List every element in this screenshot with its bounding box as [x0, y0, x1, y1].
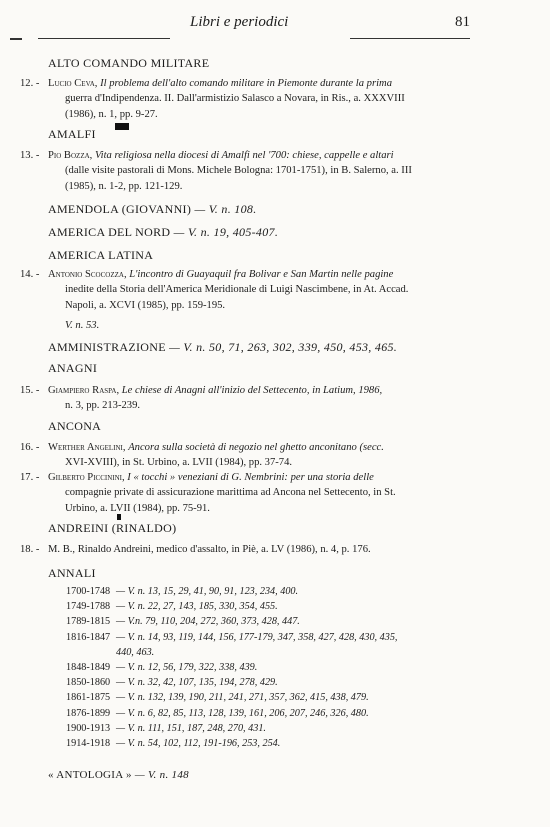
ink-blot	[117, 514, 121, 520]
entry-author: Giampiero Raspa,	[48, 385, 120, 396]
annali-years: 1861-1875	[66, 692, 111, 704]
entry-14	[20, 267, 480, 333]
annali-years: 1900-1913	[66, 722, 111, 734]
entry-line: Urbino, a. LVII (1984), pp. 75-91.	[65, 502, 210, 514]
cross-reference: — V. n. 108.	[194, 202, 257, 216]
heading-andreini: ANDREINI (RINALDO)	[48, 521, 177, 535]
annali-refs: — V. n. 111, 151, 187, 248, 270, 431.	[116, 722, 266, 734]
entry-line: (1986), n. 1, pp. 9-27.	[65, 108, 158, 120]
entry-line: I « tocchi » veneziani di G. Nembrini: per una storia delle	[127, 472, 374, 483]
entry-line: compagnie private di assicurazione marittima ad Ancona nel Settecento, in St.	[65, 487, 396, 499]
heading-ancona: ANCONA	[48, 419, 102, 433]
annali-refs: — V. n. 12, 56, 179, 322, 338, 439.	[116, 662, 258, 674]
annali-row	[66, 584, 397, 599]
entry-number: 13. -	[20, 150, 40, 161]
entry-number: 16. -	[20, 442, 40, 453]
entry-line: inedite della Storia dell'America Meridionale di Luigi Nascimbene, in At. Accad.	[65, 284, 409, 296]
annali-row	[66, 599, 397, 614]
entry-line: (dalle visite pastorali di Mons. Michele Bologna: 1701-1751), in B. Salerno, a. III	[65, 165, 412, 177]
annali-row	[66, 630, 397, 645]
annali-list	[66, 584, 397, 751]
header-rule-left-2	[38, 38, 170, 39]
entry-number: 12. -	[20, 78, 40, 89]
annali-years: 1850-1860	[66, 677, 111, 689]
entry-15	[20, 383, 480, 414]
annali-years: 1876-1899	[66, 707, 111, 719]
annali-years: 1816-1847	[66, 631, 111, 643]
entry-author: Werther Angelini,	[48, 442, 126, 453]
entry-line: Il problema dell'alto comando militare in Piemonte durante la prima	[100, 78, 392, 89]
annali-years: 1914-1918	[66, 738, 111, 750]
header-rule-left	[10, 38, 22, 40]
entry-author: Gilberto Piccinini,	[48, 472, 125, 483]
annali-row	[66, 614, 397, 629]
annali-years	[66, 645, 116, 660]
annali-refs: — V. n. 54, 102, 112, 191-196, 253, 254.	[116, 738, 281, 750]
annali-refs: — V.n. 79, 110, 204, 272, 360, 373, 428, 447.	[116, 616, 300, 628]
heading-anagni: ANAGNI	[48, 361, 98, 375]
entry-line: guerra d'Indipendenza. II. Dall'armistizio Salasco a Novara, in Ris., a. XXXVIII	[65, 93, 405, 105]
heading-label: AMMINISTRAZIONE	[48, 340, 166, 354]
entry-line: Ancora sulla società di negozio nel ghetto anconitano (secc.	[128, 442, 384, 453]
entry-line: XVI-XVIII), in St. Urbino, a. LVII (1984), pp. 37-74.	[65, 457, 293, 469]
entry-line: (1985), n. 1-2, pp. 121-129.	[65, 180, 183, 192]
entry-17	[20, 470, 480, 516]
heading-amendola	[48, 202, 257, 217]
annali-refs: — V. n. 132, 139, 190, 211, 241, 271, 357, 362, 415, 438, 479.	[116, 692, 369, 704]
heading-alto-comando: ALTO COMANDO MILITARE	[48, 56, 210, 70]
heading-america-nord	[48, 225, 278, 240]
entry-18	[20, 542, 480, 557]
page-number: 81	[455, 14, 470, 30]
cross-reference: V. n. 53.	[65, 319, 100, 331]
heading-annali: ANNALI	[48, 566, 96, 580]
annali-years: 1700-1748	[66, 586, 111, 597]
annali-row	[66, 736, 397, 751]
annali-row	[66, 690, 397, 705]
annali-row	[66, 660, 397, 675]
entry-line: L'incontro di Guayaquil fra Bolivar e San Martin nelle pagine	[129, 269, 394, 280]
cross-reference: — V. n. 50, 71, 263, 302, 339, 450, 453, 465.	[169, 340, 398, 354]
entry-line: Le chiese di Anagni all'inizio del Settecento, in Latium, 1986,	[121, 385, 383, 396]
entry-number: 18. -	[20, 544, 40, 555]
annali-row	[66, 721, 397, 736]
entry-number: 17. -	[20, 472, 40, 483]
heading-label: AMENDOLA (GIOVANNI)	[48, 202, 192, 216]
annali-refs: — V. n. 22, 27, 143, 185, 330, 354, 455.	[116, 601, 278, 613]
heading-label: « ANTOLOGIA »	[48, 769, 132, 781]
entry-line: Napoli, a. XCVI (1985), pp. 159-195.	[65, 299, 226, 311]
annali-years: 1749-1788	[66, 601, 111, 613]
annali-row	[66, 645, 397, 660]
entry-author: Pio Bozza,	[48, 150, 93, 161]
entry-author: Lucio Ceva,	[48, 78, 98, 89]
annali-refs: — V. n. 32, 42, 107, 135, 194, 278, 429.	[116, 677, 278, 689]
entry-13	[20, 148, 480, 194]
entry-line: n. 3, pp. 213-239.	[65, 400, 141, 412]
entry-line: Vita religiosa nella diocesi di Amalfi nel '700: chiese, cappelle e altari	[94, 150, 394, 161]
annali-refs: — V. n. 14, 93, 119, 144, 156, 177-179, 347, 358, 427, 428, 430, 435,	[116, 631, 398, 643]
heading-amministrazione	[48, 340, 397, 355]
annali-years: 1848-1849	[66, 662, 111, 674]
entry-number: 14. -	[20, 269, 40, 280]
annali-years: 1789-1815	[66, 616, 111, 628]
heading-america-latina: AMERICA LATINA	[48, 248, 154, 262]
annali-refs: — V. n. 13, 15, 29, 41, 90, 91, 123, 234, 400.	[116, 586, 299, 597]
heading-label: AMERICA DEL NORD	[48, 225, 171, 239]
ink-blot	[115, 123, 129, 130]
entry-line: M. B., Rinaldo Andreini, medico d'assalto, in Piè, a. LV (1986), n. 4, p. 176.	[48, 544, 371, 555]
entry-number: 15. -	[20, 385, 40, 396]
entry-author: Antonio Scocozza,	[48, 269, 127, 280]
annali-refs: — V. n. 6, 82, 85, 113, 128, 139, 161, 206, 207, 246, 326, 480.	[116, 707, 369, 719]
entry-12	[20, 76, 480, 122]
cross-reference: — V. n. 148	[134, 769, 189, 781]
annali-refs: 440, 463.	[116, 646, 155, 658]
heading-antologia	[48, 769, 189, 781]
header-rule-right	[350, 38, 470, 39]
heading-amalfi: AMALFI	[48, 127, 96, 141]
entry-16	[20, 440, 480, 471]
annali-row	[66, 675, 397, 690]
annali-row	[66, 706, 397, 721]
cross-reference: — V. n. 19, 405-407.	[173, 225, 279, 239]
running-title: Libri e periodici	[190, 14, 289, 30]
